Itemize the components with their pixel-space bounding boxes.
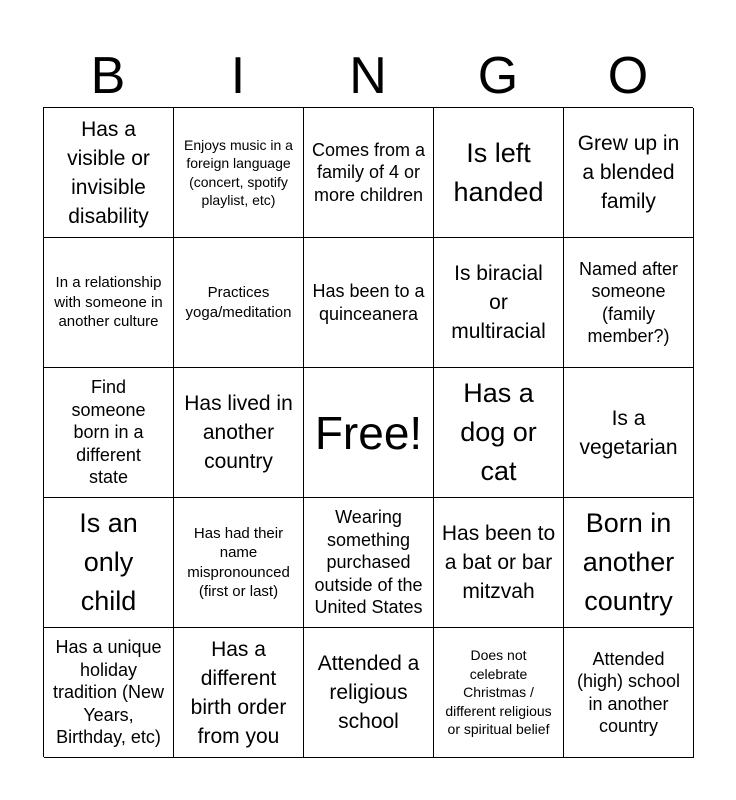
cell-text: Is a vegetarian [579, 406, 678, 459]
cell-text: Named after someone (family member?) [578, 258, 679, 346]
cell-text: Has been to a bat or bar mitzvah [441, 522, 556, 603]
bingo-cell-25[interactable] [564, 628, 694, 758]
bingo-cell-15[interactable] [564, 368, 694, 498]
header-letter-b: B [90, 47, 126, 105]
cell-text: Has had their name mispronounced (first or last) [187, 524, 290, 600]
bingo-cell-19[interactable] [434, 498, 564, 628]
header-letter-o: O [607, 47, 649, 105]
bingo-cell-5[interactable] [564, 108, 694, 238]
header-letter-n: N [349, 47, 387, 105]
cell-text: Has a dog or cat [460, 378, 537, 486]
bingo-cell-14[interactable] [434, 368, 564, 498]
bingo-cell-18[interactable] [304, 498, 434, 628]
bingo-cell-free[interactable] [304, 368, 434, 498]
bingo-grid [43, 107, 693, 757]
bingo-cell-11[interactable] [44, 368, 174, 498]
cell-text: Has a different birth order from you [190, 637, 287, 748]
cell-text: Attended (high) school in another country [576, 648, 681, 736]
bingo-cell-4[interactable] [434, 108, 564, 238]
header-letter-i: I [230, 47, 246, 105]
bingo-cell-6[interactable] [44, 238, 174, 368]
cell-text: Has been to a quinceanera [312, 281, 425, 324]
bingo-cell-20[interactable] [564, 498, 694, 628]
bingo-cell-17[interactable] [174, 498, 304, 628]
cell-text: Enjoys music in a foreign language (concert, spotify playlist, etc) [184, 136, 293, 208]
bingo-cell-22[interactable] [174, 628, 304, 758]
bingo-cell-23[interactable] [304, 628, 434, 758]
bingo-header [43, 44, 693, 108]
cell-text: In a relationship with someone in another culture [54, 274, 163, 331]
cell-text: Grew up in a blended family [577, 132, 680, 213]
cell-text: Has lived in another country [184, 392, 293, 473]
cell-text: Is biracial or multiracial [451, 262, 546, 343]
bingo-cell-2[interactable] [174, 108, 304, 238]
cell-text: Has a visible or invisible disability [67, 117, 150, 228]
cell-text: Is an only child [79, 508, 138, 616]
bingo-cell-24[interactable] [434, 628, 564, 758]
bingo-cell-12[interactable] [174, 368, 304, 498]
bingo-cell-1[interactable] [44, 108, 174, 238]
cell-text: Attended a religious school [317, 652, 420, 733]
bingo-cell-3[interactable] [304, 108, 434, 238]
bingo-cell-7[interactable] [174, 238, 304, 368]
bingo-cell-9[interactable] [434, 238, 564, 368]
cell-text: Practices yoga/meditation [185, 284, 292, 321]
free-space-text: Free! [314, 406, 423, 459]
bingo-cell-21[interactable] [44, 628, 174, 758]
cell-text: Born in another country [582, 508, 675, 616]
bingo-cell-8[interactable] [304, 238, 434, 368]
header-letter-g: G [477, 47, 519, 105]
cell-text: Wearing something purchased outside of the United States [314, 507, 423, 618]
cell-text: Find someone born in a different state [71, 377, 146, 488]
cell-text: Is left handed [453, 137, 544, 207]
cell-text: Has a unique holiday tradition (New Years, Birthday, etc) [52, 637, 165, 748]
cell-text: Comes from a family of 4 or more children [311, 139, 426, 205]
cell-text: Does not celebrate Christmas / different religious or spiritual belief [445, 647, 552, 738]
bingo-cell-16[interactable] [44, 498, 174, 628]
bingo-cell-10[interactable] [564, 238, 694, 368]
